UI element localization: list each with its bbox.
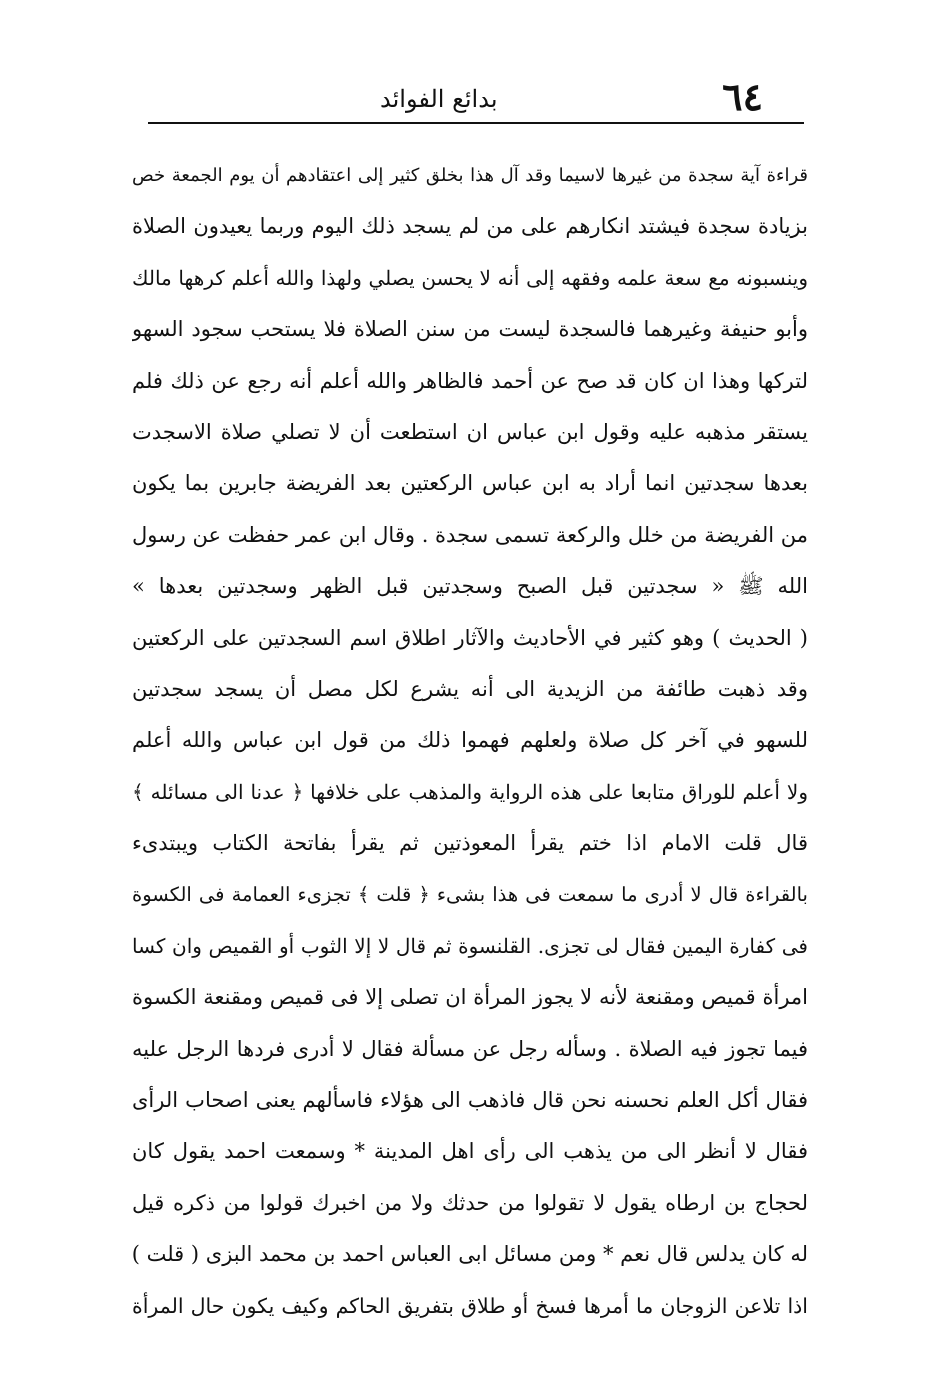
- text-line: الله ﷺ « سجدتين قبل الصبح وسجدتين قبل الظهر وسجدتين بعدها »: [132, 574, 808, 599]
- text-line: فقال أكل العلم نحسنه نحن قال فاذهب الى هؤلاء فاسألهم يعنى اصحاب الرأى: [132, 1088, 808, 1113]
- text-line: له كان يدلس قال نعم * ومن مسائل ابى العباس احمد بن محمد البزى ( قلت ): [132, 1242, 808, 1267]
- text-line: بعدها سجدتين انما أراد به ابن عباس الركعتين بعد الفريضة جابرين بما يكون: [132, 471, 808, 496]
- text-line: وأبو حنيفة وغيرهما فالسجدة ليست من سنن الصلاة فلا يستحب سجود السهو: [132, 317, 808, 342]
- text-line: يستقر مذهبه عليه وقول ابن عباس ان استطعت أن لا تصلي صلاة الاسجدت: [132, 419, 808, 444]
- page-header: [148, 72, 803, 122]
- text-line: لتركها وهذا ان كان قد صح عن أحمد فالظاهر والله أعلم أنه رجع عن ذلك فلم: [132, 368, 808, 393]
- text-line: ولا أعلم للوراق متابعا على هذه الرواية والمذهب على خلافها ﴿ عدنا الى مسائله ﴾: [132, 779, 808, 804]
- text-line: فقال لا أنظر الى من يذهب الى رأى اهل المدينة * وسمعت احمد يقول كان: [132, 1139, 808, 1164]
- text-line: بالقراءة قال لا أدرى ما سمعت فى هذا بشىء ﴿ قلت ﴾ تجزىء العمامة فى الكسوة: [132, 883, 808, 907]
- text-line: فى كفارة اليمين فقال لى تجزى. القلنسوة ثم قال لا إلا الثوب أو القميص وان كسا: [132, 933, 808, 958]
- page-number: ٦٤: [722, 74, 763, 119]
- text-line: بزيادة سجدة فيشتد انكارهم على من لم يسجد ذلك اليوم وربما يعيدون الصلاة: [132, 214, 808, 239]
- text-line: قال قلت الامام اذا ختم يقرأ المعوذتين ثم يقرأ بفاتحة الكتاب ويبتدىء: [132, 831, 808, 856]
- text-line: امرأة قميص ومقنعة لأنه لا يجوز المرأة ان تصلى إلا فى قميص ومقنعة الكسوة: [132, 985, 808, 1010]
- text-line: قراءة آية سجدة من غيرها لاسيما وقد آل هذا بخلق كثير إلى اعتقادهم أن يوم الجمعة خص: [132, 165, 808, 186]
- running-title: بدائع الفوائد: [380, 85, 498, 113]
- text-line: فيما تجوز فيه الصلاة . وسأله رجل عن مسألة فقال لا أدرى فردها الرجل عليه: [132, 1036, 808, 1061]
- text-line: ( الحديث ) وهو كثير في الأحاديث والآثار اطلاق اسم السجدتين على الركعتين: [132, 625, 808, 650]
- body-text: [132, 150, 808, 1332]
- text-line: اذا تلاعن الزوجان ما أمرها فسخ أو طلاق بتفريق الحاكم وكيف يكون حال المرأة: [132, 1293, 808, 1318]
- header-rule: [148, 122, 804, 124]
- text-line: وينسبونه مع سعة علمه وفقهه إلى أنه لا يحسن يصلي ولهذا والله أعلم كرهها مالك: [132, 265, 808, 290]
- text-line: وقد ذهبت طائفة من الزيدية الى أنه يشرع لكل مصل أن يسجد سجدتين: [132, 676, 808, 701]
- text-line: للسهو في آخر كل صلاة ولعلهم فهموا ذلك من قول ابن عباس والله أعلم: [132, 728, 808, 753]
- text-line: لحجاج بن ارطاه يقول لا تقولوا من حدثك ولا من اخبرك قولوا من ذكره قيل: [132, 1190, 808, 1215]
- text-line: من الفريضة من خلل والركعة تسمى سجدة . وقال ابن عمر حفظت عن رسول: [132, 522, 808, 547]
